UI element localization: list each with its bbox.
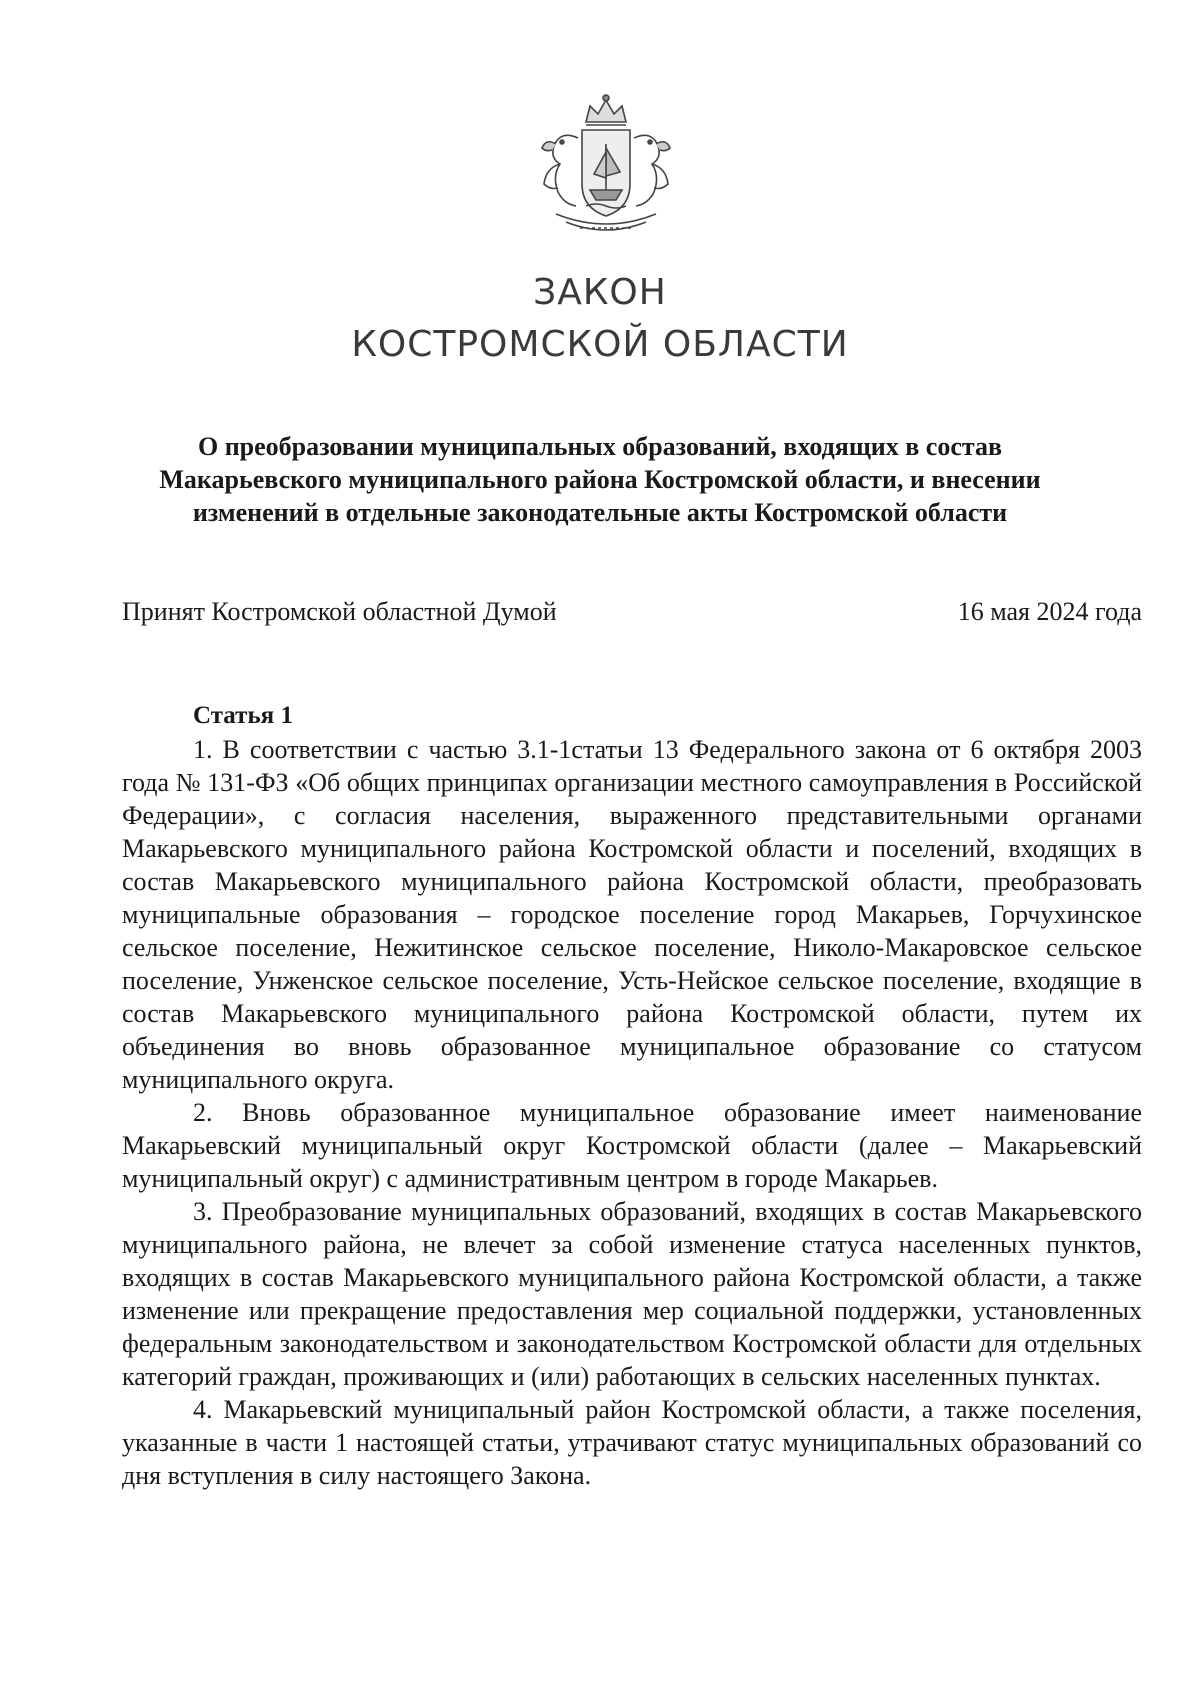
article-paragraph: 2. Вновь образованное муниципальное образование имеет наименование Макарьевский муниципальный округ Костромской области (далее – Макарьевский муниципальный округ) с административным центром в городе Макарьев. (122, 1098, 1142, 1193)
coat-of-arms-icon (520, 92, 692, 242)
document-title-line: Макарьевского муниципального района Костромской области, и внесении (159, 465, 1041, 494)
law-heading-line1: ЗАКОН (533, 272, 667, 313)
document-title-line: изменений в отдельные законодательные акты Костромской области (192, 498, 1008, 527)
document-title-line: О преобразовании муниципальных образований, входящих в состав (197, 432, 1003, 461)
article-paragraph: 4. Макарьевский муниципальный район Костромской области, а также поселения, указанные в части 1 настоящей статьи, утрачивают статус муниципальных образований со дня вступления в силу настоящего Закона. (122, 1395, 1142, 1490)
article-body (122, 733, 1142, 1492)
adoption-date: 16 мая 2024 года (957, 597, 1142, 626)
adoption-row (122, 597, 1142, 627)
document-title (120, 430, 1080, 529)
article-paragraph: 1. В соответствии с частью 3.1-1статьи 13 Федерального закона от 6 октября 2003 года № 131-ФЗ «Об общих принципах организации местного самоуправления в Российской Федерации», с согласия населения, выраженного представительными органами Макарьевского муниципального района Костромской области и поселений, входящих в состав Макарьевского муниципального района Костромской области, преобразовать муниципальные образования – городское поселение город Макарьев, Горчухинское сельское поселение, Нежитинское сельское поселение, Николо-Макаровское сельское поселение, Унженское сельское поселение, Усть-Нейское сельское поселение, входящие в состав Макарьевского муниципального района Костромской области, путем их объединения во вновь образованное муниципальное образование со статусом муниципального округа. (122, 735, 1142, 1094)
adopted-by-text: Принят Костромской областной Думой (122, 597, 557, 626)
law-heading-line2: КОСТРОМСКОЙ ОБЛАСТИ (351, 324, 849, 365)
article-paragraph: 3. Преобразование муниципальных образований, входящих в состав Макарьевского муниципального района, не влечет за собой изменение статуса населенных пунктов, входящих в состав Макарьевского муниципального района Костромской области, а также изменение или прекращение предоставления мер социальной поддержки, установленных федеральным законодательством и законодательством Костромской области для отдельных категорий граждан, проживающих и (или) работающих в сельских населенных пунктах. (122, 1197, 1142, 1391)
article-heading: Статья 1 (193, 702, 293, 729)
